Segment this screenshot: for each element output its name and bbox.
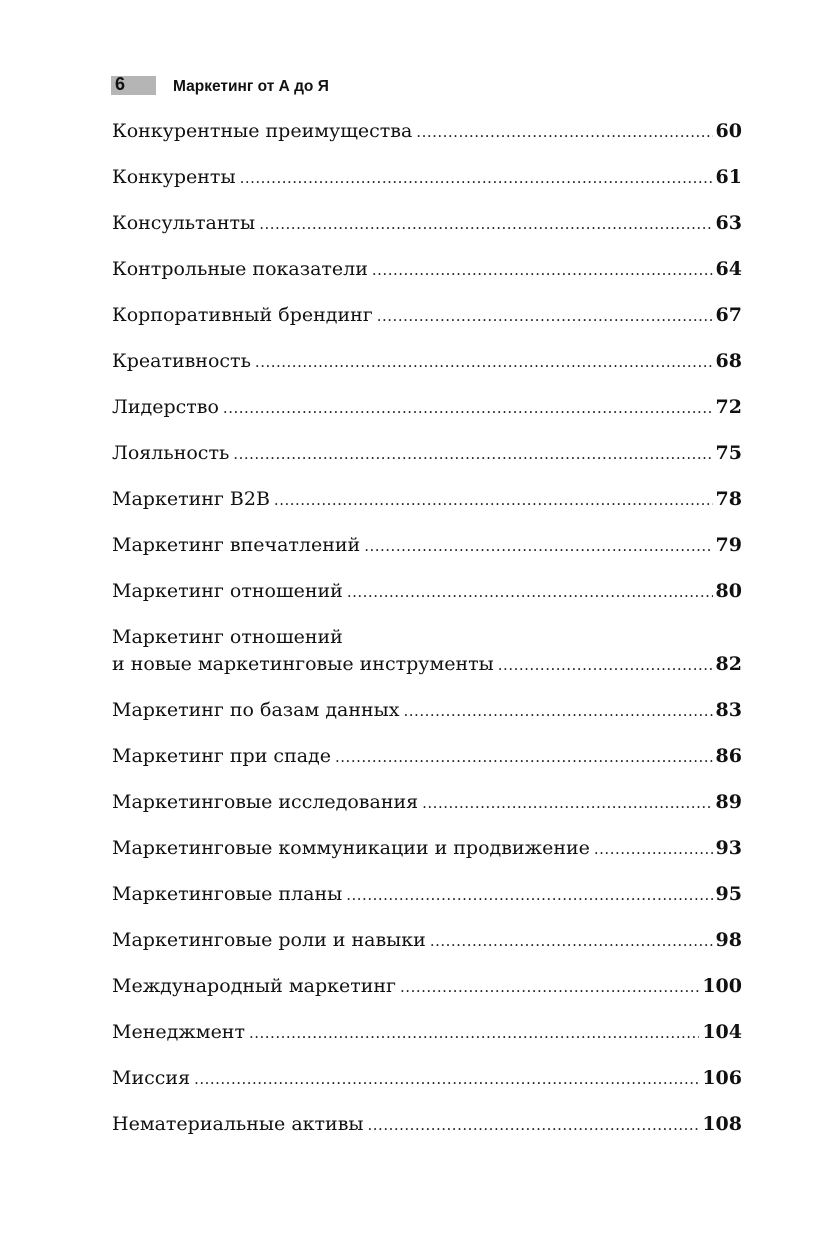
toc-entry[interactable] [112,118,742,146]
entry-title: Маркетинг впечатлений [112,534,361,556]
dot-leader [240,165,713,192]
dot-leader [372,257,713,284]
entry-title: Конкурентные преимущества [112,120,413,142]
entry-title: Конкуренты [112,166,236,188]
entry-title: Лидерство [112,396,219,418]
page-header [111,76,751,96]
toc-entry[interactable] [112,1111,742,1139]
toc-entry[interactable] [112,1019,742,1047]
dot-leader [498,652,713,679]
entry-title: Международный маркетинг [112,975,397,997]
page-number-box [111,76,156,95]
entry-title-line1: Маркетинг отношений [112,626,343,648]
entry-title: Маркетинговые планы [112,883,343,905]
dot-leader [346,882,712,909]
dot-leader [594,836,713,863]
dot-leader [400,974,699,1001]
toc-entry[interactable] [112,743,742,771]
entry-page: 82 [715,653,742,675]
entry-title: Маркетинг по базам данных [112,699,400,721]
entry-page: 79 [715,534,742,556]
entry-title-line2: и новые маркетинговые инструменты [112,653,494,675]
entry-page: 106 [702,1067,742,1089]
entry-page: 78 [715,488,742,510]
entry-title: Лояльность [112,442,230,464]
dot-leader [223,395,713,422]
dot-leader [416,119,712,146]
entry-title: Маркетинговые исследования [112,791,419,813]
entry-page: 98 [715,929,742,951]
entry-title: Маркетинговые коммуникации и продвижение [112,837,590,859]
entry-page: 93 [715,837,742,859]
toc-entry[interactable] [112,348,742,376]
dot-leader [368,1112,700,1139]
toc-entry[interactable] [112,881,742,909]
table-of-contents [112,118,742,1135]
entry-title: Маркетинг отношений [112,580,343,602]
entry-page: 68 [715,350,742,372]
dot-leader [377,303,713,330]
entry-page: 63 [715,212,742,234]
page-number: 6 [115,74,126,94]
entry-page: 95 [715,883,742,905]
dot-leader [274,487,713,514]
entry-page: 67 [715,304,742,326]
toc-entry[interactable] [112,256,742,284]
entry-page: 100 [702,975,742,997]
toc-entry[interactable] [112,532,742,560]
entry-title: Маркетинговые роли и навыки [112,929,426,951]
entry-page: 104 [702,1021,742,1043]
entry-page: 61 [715,166,742,188]
toc-entry[interactable] [112,835,742,863]
entry-page: 86 [715,745,742,767]
entry-page: 108 [702,1113,742,1135]
toc-entry[interactable] [112,789,742,817]
dot-leader [430,928,713,955]
dot-leader [255,349,713,376]
dot-leader [259,211,712,238]
dot-leader [422,790,712,817]
dot-leader [364,533,712,560]
entry-page: 89 [715,791,742,813]
entry-title: Маркетинг при спаде [112,745,332,767]
entry-title: Корпоративный брендинг [112,304,373,326]
toc-entry[interactable] [112,1065,742,1093]
toc-entry-multiline[interactable] [112,624,742,679]
entry-page: 83 [715,699,742,721]
book-title: Маркетинг от А до Я [173,78,329,95]
entry-title: Менеджмент [112,1021,245,1043]
toc-entry[interactable] [112,164,742,192]
dot-leader [335,744,713,771]
toc-entry[interactable] [112,578,742,606]
entry-title: Нематериальные активы [112,1113,364,1135]
dot-leader [249,1020,699,1047]
dot-leader [194,1066,699,1093]
dot-leader [347,579,713,606]
entry-title: Контрольные показатели [112,258,368,280]
entry-page: 80 [715,580,742,602]
entry-title: Маркетинг B2B [112,488,270,510]
toc-entry[interactable] [112,697,742,725]
entry-title: Миссия [112,1067,191,1089]
toc-entry[interactable] [112,927,742,955]
entry-page: 72 [715,396,742,418]
entry-title: Консультанты [112,212,256,234]
dot-leader [233,441,712,468]
toc-entry[interactable] [112,973,742,1001]
toc-entry[interactable] [112,440,742,468]
toc-entry[interactable] [112,302,742,330]
entry-page: 60 [715,120,742,142]
entry-page: 64 [715,258,742,280]
toc-entry[interactable] [112,486,742,514]
toc-entry[interactable] [112,394,742,422]
entry-title: Креативность [112,350,251,372]
entry-page: 75 [715,442,742,464]
toc-entry[interactable] [112,210,742,238]
dot-leader [404,698,713,725]
